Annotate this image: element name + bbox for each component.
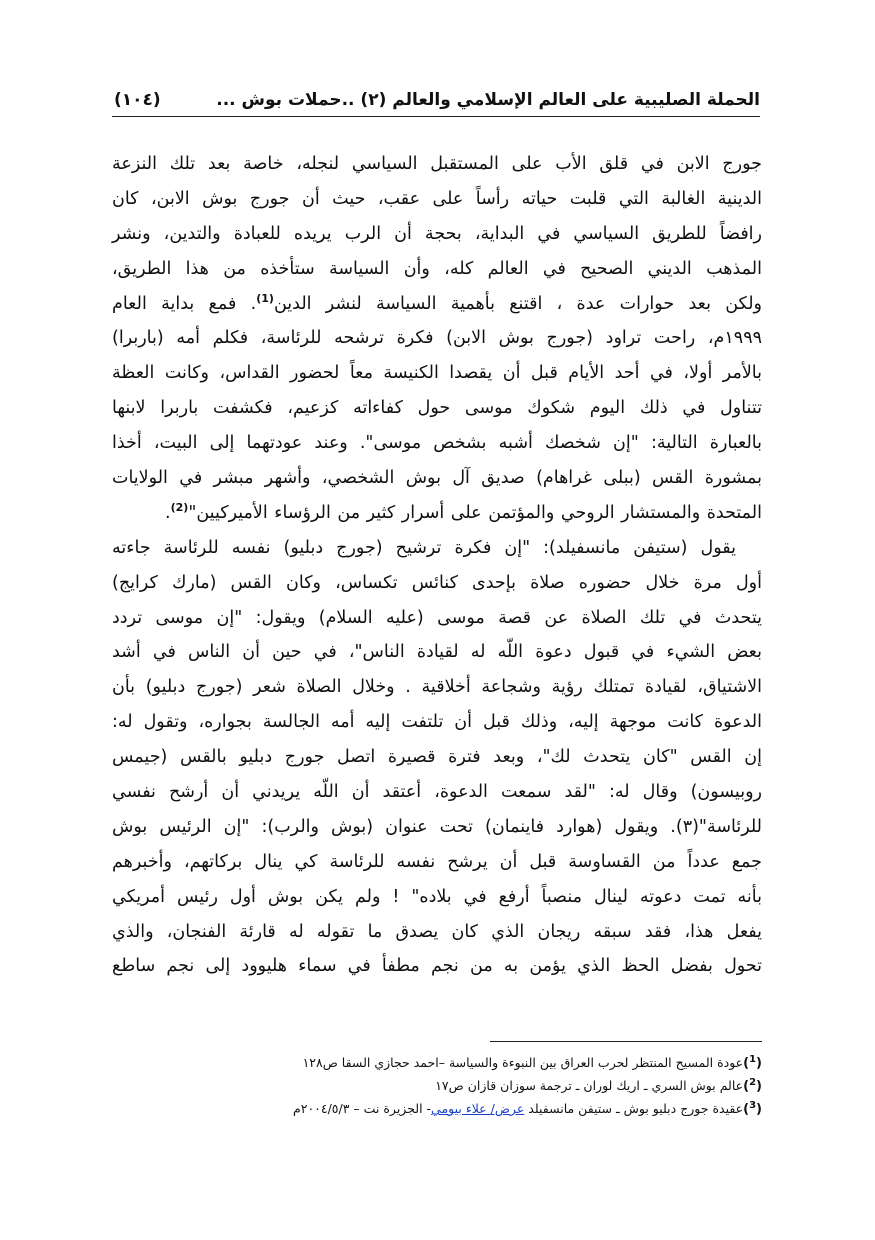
text-line: بأنه تمت دعوته لينال منصباً أرفع في بلاده" ! ولم يكن بوش أول رئيس أمريكي: [112, 886, 762, 907]
text-line: ١٩٩٩م، راحت تراود (جورج بوش الابن) فكرة ترشحه للرئاسة، فكلم أمه (باربرا): [112, 328, 762, 349]
page-number: (١٠٤): [114, 90, 161, 110]
footnote-2: [112, 1074, 762, 1097]
footnote-3: [112, 1097, 762, 1120]
footnote-ref-2: (2): [170, 501, 189, 515]
text-line: المذهب الديني الصحيح في العالم كله، وأن السياسة ستأخذه من هذا الطريق،: [112, 258, 762, 279]
footnote-mark: (: [756, 1102, 762, 1117]
footnote-mark: (: [756, 1056, 762, 1071]
footnote-text: عالم بوش السري ـ اريك لوران ـ ترجمة سوزان قازان ص١٧: [435, 1078, 744, 1093]
text-fragment: المتحدة والمستشار الروحي والمؤتمن على أسرار كثير من الرؤساء الأميركيين": [188, 502, 762, 523]
footnote-text: - الجزيرة نت – ٢٠٠٤/٥/٣م: [292, 1101, 432, 1116]
text-fragment: . فمع بداية العام: [112, 293, 257, 314]
text-line: روبيسون) وقال له: "لقد سمعت الدعوة، أعتقد أن اللّه يريدني أن أرشح نفسي: [112, 782, 762, 803]
running-header: [112, 86, 760, 117]
text-fragment: .: [165, 502, 171, 523]
header-title: الحملة الصليبية على العالم الإسلامي والعالم (٢) ..حملات بوش ...: [216, 90, 760, 110]
footnote-number: 2: [749, 1076, 757, 1088]
text-line: الاشتياق، لقيادة تمتلك رؤية وشجاعة أخلاقية . وخلال الصلاة شعر (جورج دبليو) بأن: [112, 677, 762, 698]
text-line: جورج الابن في قلق الأب على المستقبل السياسي لنجله، خاصة بعد تلك النزعة: [112, 154, 762, 174]
text-line: الدينية الغالبة التي قلبت حياته رأساً على عقب، حيث أن جورج بوش الابن، كان: [112, 188, 762, 209]
footnote-text: عودة المسيح المنتظر لحرب العراق بين النبوءة والسياسة –احمد حجازي السقا ص١٢٨: [302, 1055, 744, 1070]
text-line: للرئاسة"(٣). ويقول (هوارد فاينمان) تحت عنوان (بوش والرب): "إن الرئيس بوش: [112, 816, 762, 837]
footnote-mark: ): [743, 1102, 750, 1117]
text-line: تحول بفضل الحظ الذي يؤمن به من نجم مطفأ في سماء هليوود إلى نجم ساطع: [112, 956, 762, 977]
footnote-number: 1: [749, 1053, 757, 1065]
text-line: يفعل هذا، فقد سبقه ريجان الذي كان يصدق ما تقوله له قارئة الفنجان، والذي: [112, 921, 762, 942]
text-line: بالعبارة التالية: "إن شخصك أشبه بشخص موسى". وعند عودتهما إلى البيت، أخذا: [112, 433, 762, 454]
footnote-mark: ): [743, 1056, 750, 1071]
footnotes: [112, 1051, 762, 1120]
text-fragment: ولكن بعد حوارات عدة ، اقتنع بأهمية السياسة لنشر الدين: [273, 293, 763, 314]
footnote-source-link[interactable]: عرض/ علاء بيومي: [431, 1101, 525, 1116]
footnote-text: عقيدة جورج دبليو بوش ـ ستيفن مانسفيلد: [524, 1101, 744, 1116]
footnote-mark: ): [743, 1079, 750, 1094]
text-line: الدعوة كانت موجهة إليه، وذلك قبل أن تلتفت إليه أمه الجالسة بجواره، وتقول له:: [112, 712, 762, 733]
text-line: يتحدث في تلك الصلاة عن قصة موسى (عليه السلام) ويقول: "إن موسى تردد: [112, 607, 762, 628]
text-line: تتناول في ذلك اليوم شكوك موسى حول كفاءاته كزعيم، فكشفت باربرا لابنها: [112, 398, 762, 419]
text-line: جمع عدداً من القساوسة قبل أن يرشح نفسه للرئاسة كي ينال بركاتهم، وأخبرهم: [112, 851, 762, 872]
text-line: أول مرة خلال حضوره صلاة بإحدى كنائس تكساس، وكان القس (مارك كرايج): [112, 572, 762, 593]
text-line: رافضاً للطريق السياسي في البداية، بحجة أن الرب يريده للعبادة والتدين، ونشر: [112, 223, 762, 244]
text-line: [112, 287, 762, 322]
text-line: بعض الشيء في قبول دعوة اللّه له لقيادة الناس"، في حين أن الناس في أشد: [112, 642, 762, 663]
footnote-separator: [490, 1041, 762, 1042]
footnote-1: [112, 1051, 762, 1074]
footnote-mark: (: [756, 1079, 762, 1094]
text-line: يقول (ستيفن مانسفيلد): "إن فكرة ترشيح (جورج دبليو) نفسه للرئاسة جاءته: [112, 537, 736, 558]
text-line: إن القس "كان يتحدث لك"، وبعد فترة قصيرة اتصل جورج دبليو بالقس (جيمس: [112, 747, 762, 768]
footnote-ref-1: (1): [256, 291, 274, 305]
text-line: [112, 496, 762, 531]
body-text: [112, 147, 762, 984]
text-line: بمشورة القس (ببلى غراهام) صديق آل بوش الشخصي، وأشهر مبشر في الولايات: [112, 468, 762, 489]
text-line: بالأمر أولا، في أحد الأيام قبل أن يقصدا الكنيسة معاً لحضور القداس، وكانت العظة: [112, 363, 762, 384]
footnote-number: 3: [749, 1099, 757, 1111]
